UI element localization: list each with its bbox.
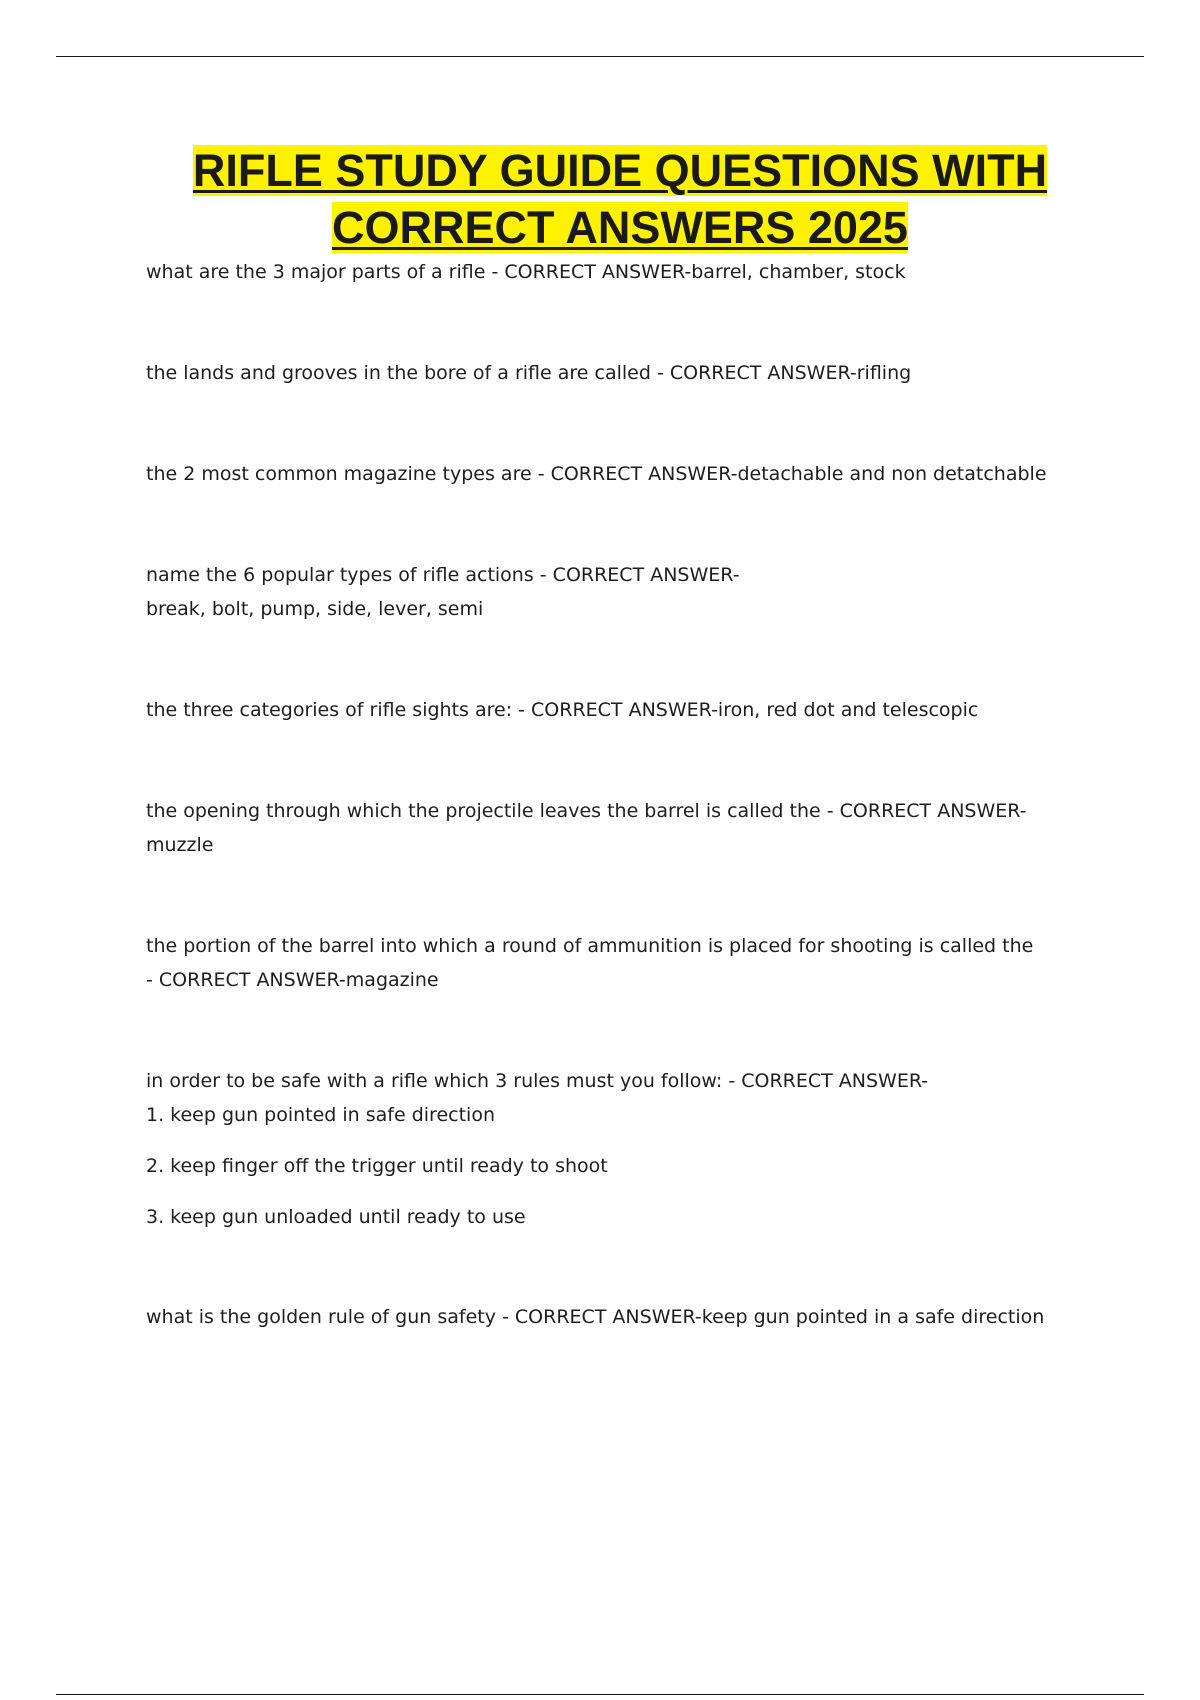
qa-text: what is the golden rule of gun safety - CORRECT ANSWER-keep gun pointed in a safe direction (146, 1306, 1045, 1328)
qa-text: the opening through which the projectile leaves the barrel is called the - CORRECT ANSWER- (146, 800, 1027, 822)
qa-text: the 2 most common magazine types are - CORRECT ANSWER-detachable and non detatchable (146, 463, 1047, 485)
qa-item-6 (146, 794, 1106, 862)
qa-item-7 (146, 929, 1106, 997)
qa-item-4 (146, 558, 1106, 626)
qa-text: the lands and grooves in the bore of a rifle are called - CORRECT ANSWER-rifling (146, 362, 912, 384)
qa-text-continued: break, bolt, pump, side, lever, semi (146, 598, 484, 620)
title-line-1: RIFLE STUDY GUIDE QUESTIONS WITH (192, 145, 1048, 196)
safety-rule-1: 1. keep gun pointed in safe direction (146, 1104, 495, 1126)
qa-item-9 (146, 1300, 1106, 1334)
qa-item-5 (146, 693, 1106, 727)
top-rule (56, 56, 1144, 57)
qa-text: what are the 3 major parts of a rifle - CORRECT ANSWER-barrel, chamber, stock (146, 261, 906, 283)
qa-text-continued: muzzle (146, 834, 214, 856)
qa-item-8 (146, 1064, 1106, 1234)
qa-item-2 (146, 356, 1106, 390)
qa-text-continued: - CORRECT ANSWER-magazine (146, 969, 439, 991)
qa-text: in order to be safe with a rifle which 3 rules must you follow: - CORRECT ANSWER- (146, 1070, 929, 1092)
qa-text: the three categories of rifle sights are: - CORRECT ANSWER-iron, red dot and telescopic (146, 699, 979, 721)
qa-text: name the 6 popular types of rifle actions - CORRECT ANSWER- (146, 564, 740, 586)
qa-item-3 (146, 457, 1106, 491)
title-line-2: CORRECT ANSWERS 2025 (332, 202, 908, 253)
safety-rule-3: 3. keep gun unloaded until ready to use (146, 1206, 526, 1228)
bottom-rule (56, 1694, 1144, 1695)
page-title (140, 142, 1100, 256)
qa-text: the portion of the barrel into which a round of ammunition is placed for shooting is called the (146, 935, 1034, 957)
qa-item-1 (146, 255, 1106, 289)
safety-rule-2: 2. keep finger off the trigger until ready to shoot (146, 1155, 608, 1177)
